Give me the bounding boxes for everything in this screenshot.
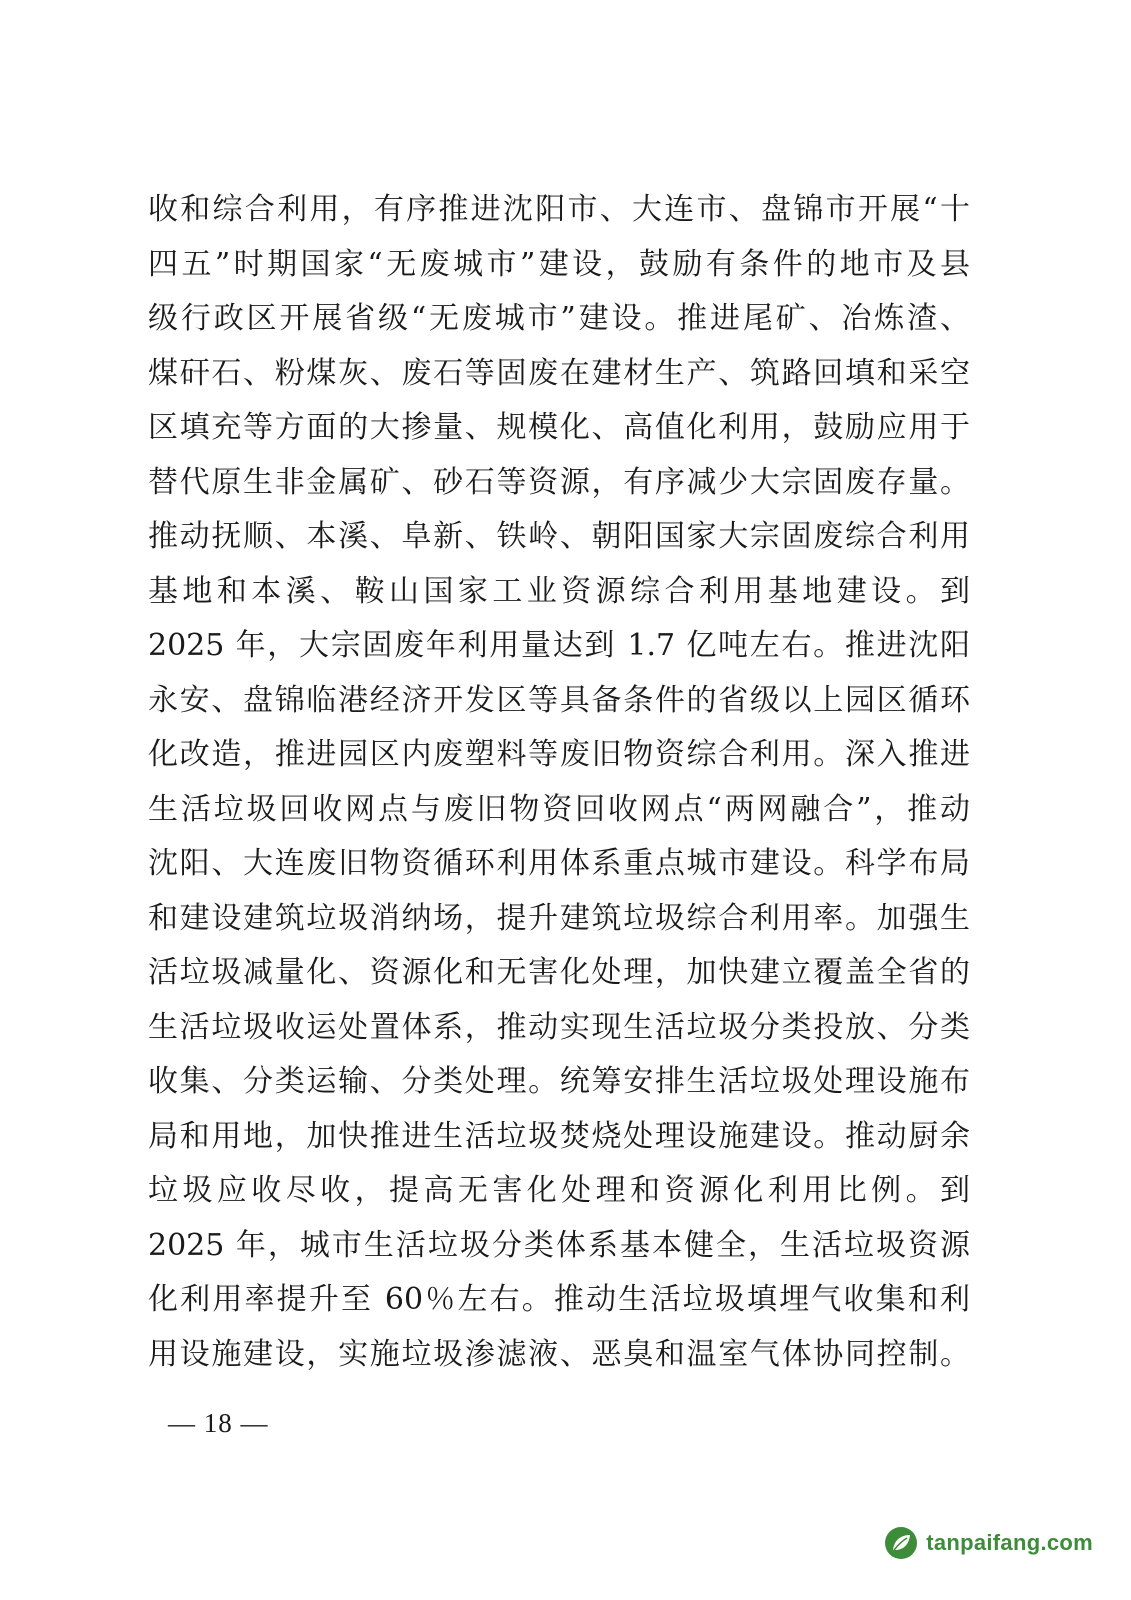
text-line-10: 永安、盘锦临港经济开发区等具备条件的省级以上园区循环 — [148, 682, 970, 718]
text-line-8: 基地和本溪、鞍山国家工业资源综合利用基地建设。到 — [148, 573, 970, 609]
text-line-20: 2025 年，城市生活垃圾分类体系基本健全，生活垃圾资源 — [148, 1227, 970, 1263]
text-line-4: 煤矸石、粉煤灰、废石等固废在建材生产、筑路回填和采空 — [148, 355, 970, 391]
text-line-17: 收集、分类运输、分类处理。统筹安排生活垃圾处理设施布 — [148, 1064, 970, 1099]
text-line-18: 局和用地，加快推进生活垃圾焚烧处理设施建设。推动厨余 — [148, 1118, 970, 1154]
text-line-5: 区填充等方面的大掺量、规模化、高值化利用，鼓励应用于 — [148, 410, 970, 445]
text-line-21: 化利用率提升至 60％左右。推动生活垃圾填埋气收集和利 — [148, 1282, 970, 1317]
text-line-6: 替代原生非金属矿、砂石等资源，有序减少大宗固废存量。 — [148, 464, 970, 500]
text-line-16: 生活垃圾收运处置体系，推动实现生活垃圾分类投放、分类 — [148, 1009, 970, 1045]
text-line-13: 沈阳、大连废旧物资循环利用体系重点城市建设。科学布局 — [148, 846, 970, 881]
watermark — [884, 1526, 1093, 1560]
watermark-text: tanpaifang.com — [926, 1530, 1093, 1555]
text-line-9: 2025 年，大宗固废年利用量达到 1.7 亿吨左右。推进沈阳 — [148, 628, 970, 663]
text-line-7: 推动抚顺、本溪、阜新、铁岭、朝阳国家大宗固废综合利用 — [148, 519, 970, 554]
text-line-14: 和建设建筑垃圾消纳场，提升建筑垃圾综合利用率。加强生 — [148, 900, 970, 936]
text-line-3: 级行政区开展省级“无废城市”建设。推进尾矿、冶炼渣、 — [148, 301, 970, 336]
text-line-19: 垃圾应收尽收，提高无害化处理和资源化利用比例。到 — [148, 1173, 970, 1208]
text-line-22: 用设施建设，实施垃圾渗滤液、恶臭和温室气体协同控制。 — [148, 1336, 970, 1372]
text-line-1: 收和综合利用，有序推进沈阳市、大连市、盘锦市开展“十 — [148, 192, 970, 227]
text-line-12: 生活垃圾回收网点与废旧物资回收网点“两网融合”，推动 — [148, 791, 970, 827]
text-line-11: 化改造，推进园区内废塑料等废旧物资综合利用。深入推进 — [148, 737, 970, 772]
leaf-logo-icon — [884, 1526, 918, 1560]
document-body — [148, 183, 970, 1382]
text-line-15: 活垃圾减量化、资源化和无害化处理，加快建立覆盖全省的 — [148, 955, 970, 990]
text-line-2: 四五”时期国家“无废城市”建设，鼓励有条件的地市及县 — [148, 246, 970, 282]
page-number: — 18 — — [168, 1408, 269, 1438]
